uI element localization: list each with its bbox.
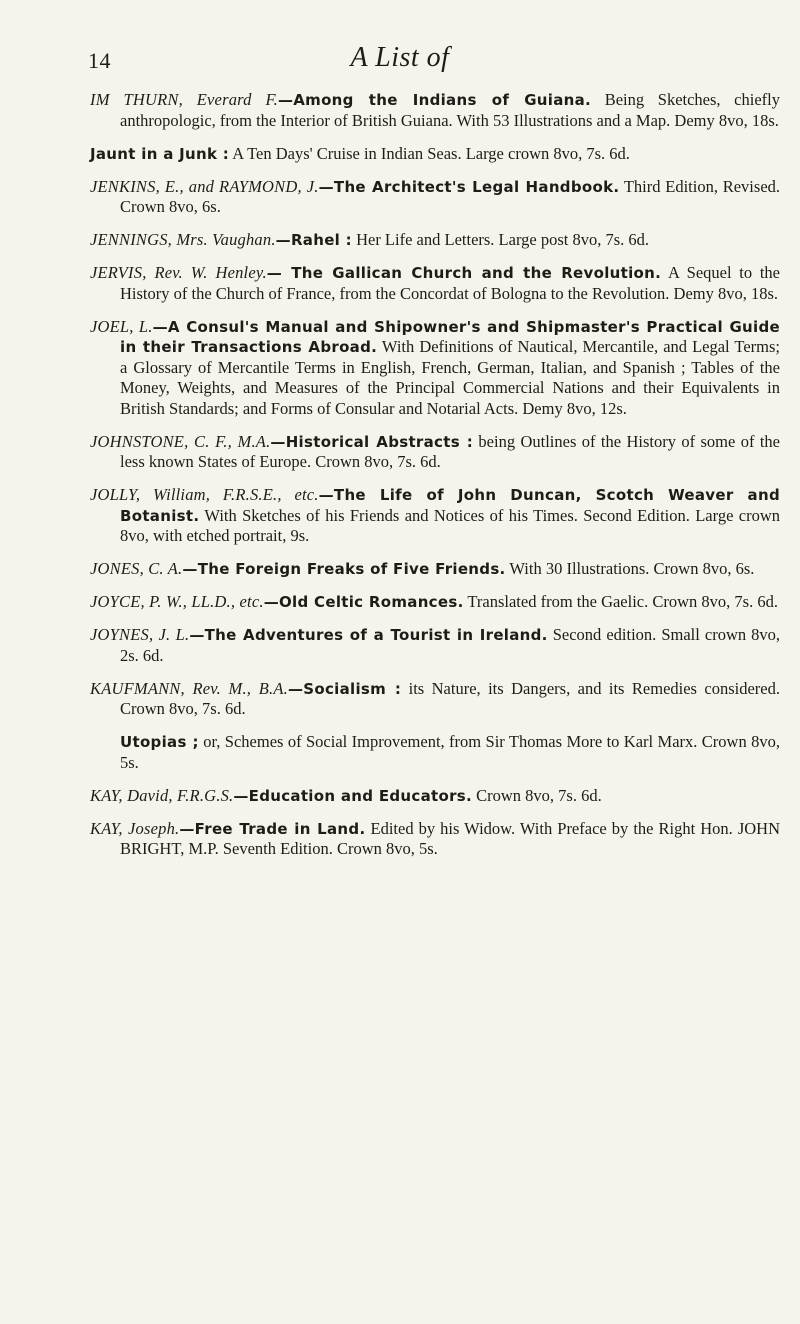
entry-author: JOHNSTONE, C. F., M.A. <box>90 431 271 451</box>
entry-description: being Outlines of the History of some of the less known States of Europe. Crown 8vo, 7s. 6d. <box>120 431 780 471</box>
entry-title: —Historical Abstracts : <box>270 432 474 451</box>
entry-description: Third Edition, Revised. Crown 8vo, 6s. <box>120 176 781 216</box>
entry-author: KAY, Joseph. <box>90 818 180 838</box>
catalogue-entry <box>90 679 780 720</box>
entry-title: —Education and Educators. <box>233 786 472 805</box>
entry-author: IM THURN, Everard F. <box>90 90 278 109</box>
entry-author: JOLLY, William, F.R.S.E., etc. <box>90 485 319 504</box>
entry-title: —The Adventures of a Tourist in Ireland. <box>189 626 548 644</box>
catalogue-subentry <box>90 732 780 773</box>
catalogue-entries <box>90 90 780 872</box>
entry-author: KAY, David, F.R.G.S. <box>90 785 234 805</box>
entry-title: —Rahel : <box>275 231 352 249</box>
entry-description: A Ten Days' Cruise in Indian Seas. Large crown 8vo, 7s. 6d. <box>232 143 630 163</box>
catalogue-entry <box>90 485 780 547</box>
entry-description: or, Schemes of Social Improvement, from Sir Thomas More to Karl Marx. Crown 8vo, 5s. <box>120 732 780 772</box>
entry-title: —The Architect's Legal Handbook. <box>318 177 620 196</box>
entry-author: JOYNES, J. L. <box>90 625 190 644</box>
catalogue-entry <box>90 786 780 807</box>
entry-title: Jaunt in a Junk : <box>90 144 230 163</box>
entry-title: —Among the Indians of Guiana. <box>277 91 592 109</box>
entry-title: Utopias ; <box>120 733 199 751</box>
entry-description: its Nature, its Dangers, and its Remedies considered. Crown 8vo, 7s. 6d. <box>120 678 780 718</box>
entry-title: —Free Trade in Land. <box>179 819 366 838</box>
catalogue-entry <box>90 230 780 251</box>
entry-author: JENKINS, E., and RAYMOND, J. <box>90 176 319 196</box>
entry-description: With 30 Illustrations. Crown 8vo, 6s. <box>509 559 755 578</box>
entry-description: Edited by his Widow. With Preface by the Right Hon. JOHN BRIGHT, M.P. Seventh Edition. Crown 8vo, 5s. <box>120 818 780 858</box>
entry-author: JERVIS, Rev. W. Henley. <box>90 263 267 282</box>
catalogue-entry <box>90 819 780 860</box>
entry-title: —Old Celtic Romances. <box>263 593 464 611</box>
entry-title: —The Foreign Freaks of Five Friends. <box>182 560 506 578</box>
entry-author: JONES, C. A. <box>90 559 183 578</box>
entry-title: —The Life of John Duncan, Scotch Weaver and Botanist. <box>120 486 780 525</box>
catalogue-entry <box>90 625 780 666</box>
entry-author: JENNINGS, Mrs. Vaughan. <box>90 230 276 249</box>
entry-description: With Sketches of his Friends and Notices of his Times. Second Edition. Large crown 8vo, with etched portrait, 9s. <box>120 505 780 545</box>
entry-description: A Sequel to the History of the Church of France, from the Concordat of Bologna to the Revolution. Demy 8vo, 18s. <box>120 263 780 303</box>
entry-title: —A Consul's Manual and Shipowner's and Shipmaster's Practical Guide in their Transactions Abroad. <box>120 317 780 356</box>
entry-author: JOEL, L. <box>90 316 153 336</box>
page-number: 14 <box>88 48 111 73</box>
catalogue-entry <box>90 317 780 420</box>
entry-description: Translated from the Gaelic. Crown 8vo, 7s. 6d. <box>467 592 778 611</box>
entry-description: Her Life and Letters. Large post 8vo, 7s. 6d. <box>356 230 650 249</box>
entry-description: With Definitions of Nautical, Mercantile, and Legal Terms; a Glossary of Mercantile Terms in English, French, German, Italian, and Spanish ; Tables of the Money, Weights, and Measures of the Principal Commercial Nations and their Equivalents in British Standards; and Forms of Consular and Notarial Acts. Demy 8vo, 12s. <box>120 337 780 418</box>
entry-description: Crown 8vo, 7s. 6d. <box>476 785 602 805</box>
running-title: A List of <box>350 42 450 73</box>
catalogue-entry <box>90 559 780 580</box>
entry-description: Second edition. Small crown 8vo, 2s. 6d. <box>120 625 781 665</box>
entry-author: KAUFMANN, Rev. M., B.A. <box>90 678 288 698</box>
entry-title: —Socialism : <box>287 679 402 698</box>
catalogue-entry <box>90 432 780 473</box>
catalogue-entry <box>90 90 780 131</box>
catalogue-entry <box>90 592 780 613</box>
catalogue-entry <box>90 263 780 304</box>
entry-description: Being Sketches, chiefly anthropologic, from the Interior of British Guiana. With 53 Illustrations and a Map. Demy 8vo, 18s. <box>120 90 780 130</box>
entry-author: JOYCE, P. W., LL.D., etc. <box>90 592 264 611</box>
entry-title: — The Gallican Church and the Revolution. <box>266 264 662 282</box>
catalogue-entry <box>90 177 780 218</box>
catalogue-entry <box>90 144 780 165</box>
page-header <box>0 38 800 78</box>
